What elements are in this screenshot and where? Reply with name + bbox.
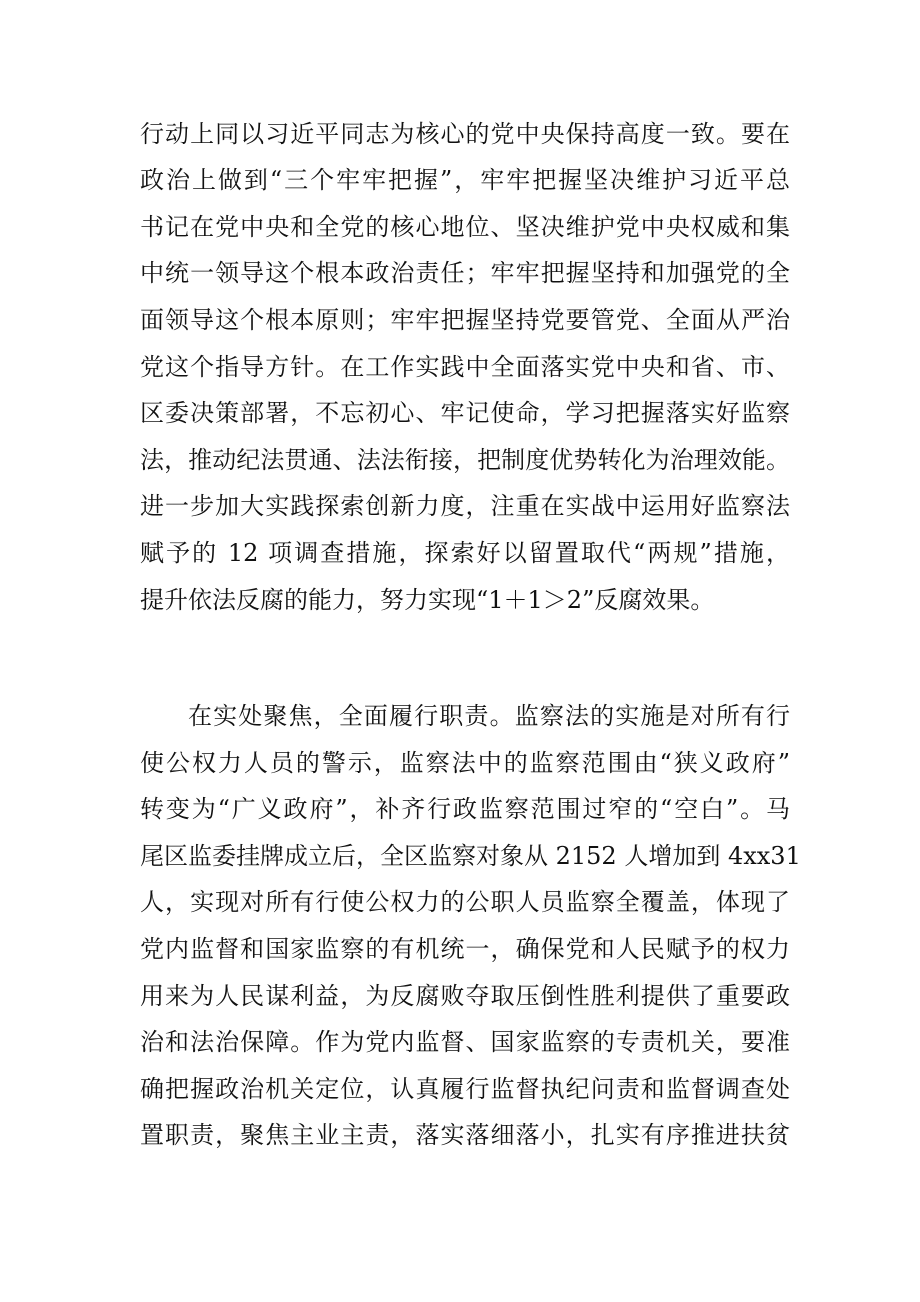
- paragraph-line: 进一步加大实践探索创新力度，注重在实战中运用好监察法: [140, 492, 790, 520]
- paragraph-line: 尾区监委挂牌成立后，全区监察对象从 2152 人增加到 4xx31: [140, 842, 801, 870]
- paragraph-line: 确把握政治机关定位，认真履行监督执纪问责和监督调查处: [140, 1075, 790, 1103]
- paragraph-line: 治和法治保障。作为党内监督、国家监察的专责机关，要准: [140, 1028, 790, 1056]
- paragraph-line: 行动上同以习近平同志为核心的党中央保持高度一致。要在: [140, 120, 790, 148]
- paragraph-line: 区委决策部署，不忘初心、牢记使命，学习把握落实好监察: [140, 399, 790, 427]
- paragraph-line: 中统一领导这个根本政治责任；牢牢把握坚持和加强党的全: [140, 259, 790, 287]
- paragraph-line: 人，实现对所有行使公权力的公职人员监察全覆盖，体现了: [140, 888, 790, 916]
- paragraph-line: 在实处聚焦，全面履行职责。监察法的实施是对所有行: [188, 702, 790, 730]
- paragraph-line: 党内监督和国家监察的有机统一，确保党和人民赋予的权力: [140, 935, 790, 963]
- paragraph-line: 置职责，聚焦主业主责，落实落细落小，扎实有序推进扶贫: [140, 1121, 790, 1149]
- paragraph-line: 法，推动纪法贯通、法法衔接，把制度优势转化为治理效能。: [140, 446, 790, 474]
- paragraph-line: 政治上做到“三个牢牢把握”，牢牢把握坚决维护习近平总: [140, 166, 790, 194]
- paragraph-line: 党这个指导方针。在工作实践中全面落实党中央和省、市、: [140, 353, 790, 381]
- paragraph-line: 书记在党中央和全党的核心地位、坚决维护党中央权威和集: [140, 213, 790, 241]
- paragraph-line: 用来为人民谋利益，为反腐败夺取压倒性胜利提供了重要政: [140, 982, 790, 1010]
- paragraph-line: 提升依法反腐的能力，努力实现“1＋1＞2”反腐效果。: [140, 586, 715, 614]
- paragraph-line: 赋予的 12 项调查措施，探索好以留置取代“两规”措施，: [140, 539, 790, 567]
- paragraph-line: 使公权力人员的警示，监察法中的监察范围由“狭义政府”: [140, 749, 790, 777]
- paragraph-line: 面领导这个根本原则；牢牢把握坚持党要管党、全面从严治: [140, 306, 790, 334]
- paragraph-line: 转变为“广义政府”，补齐行政监察范围过窄的“空白”。马: [140, 795, 790, 823]
